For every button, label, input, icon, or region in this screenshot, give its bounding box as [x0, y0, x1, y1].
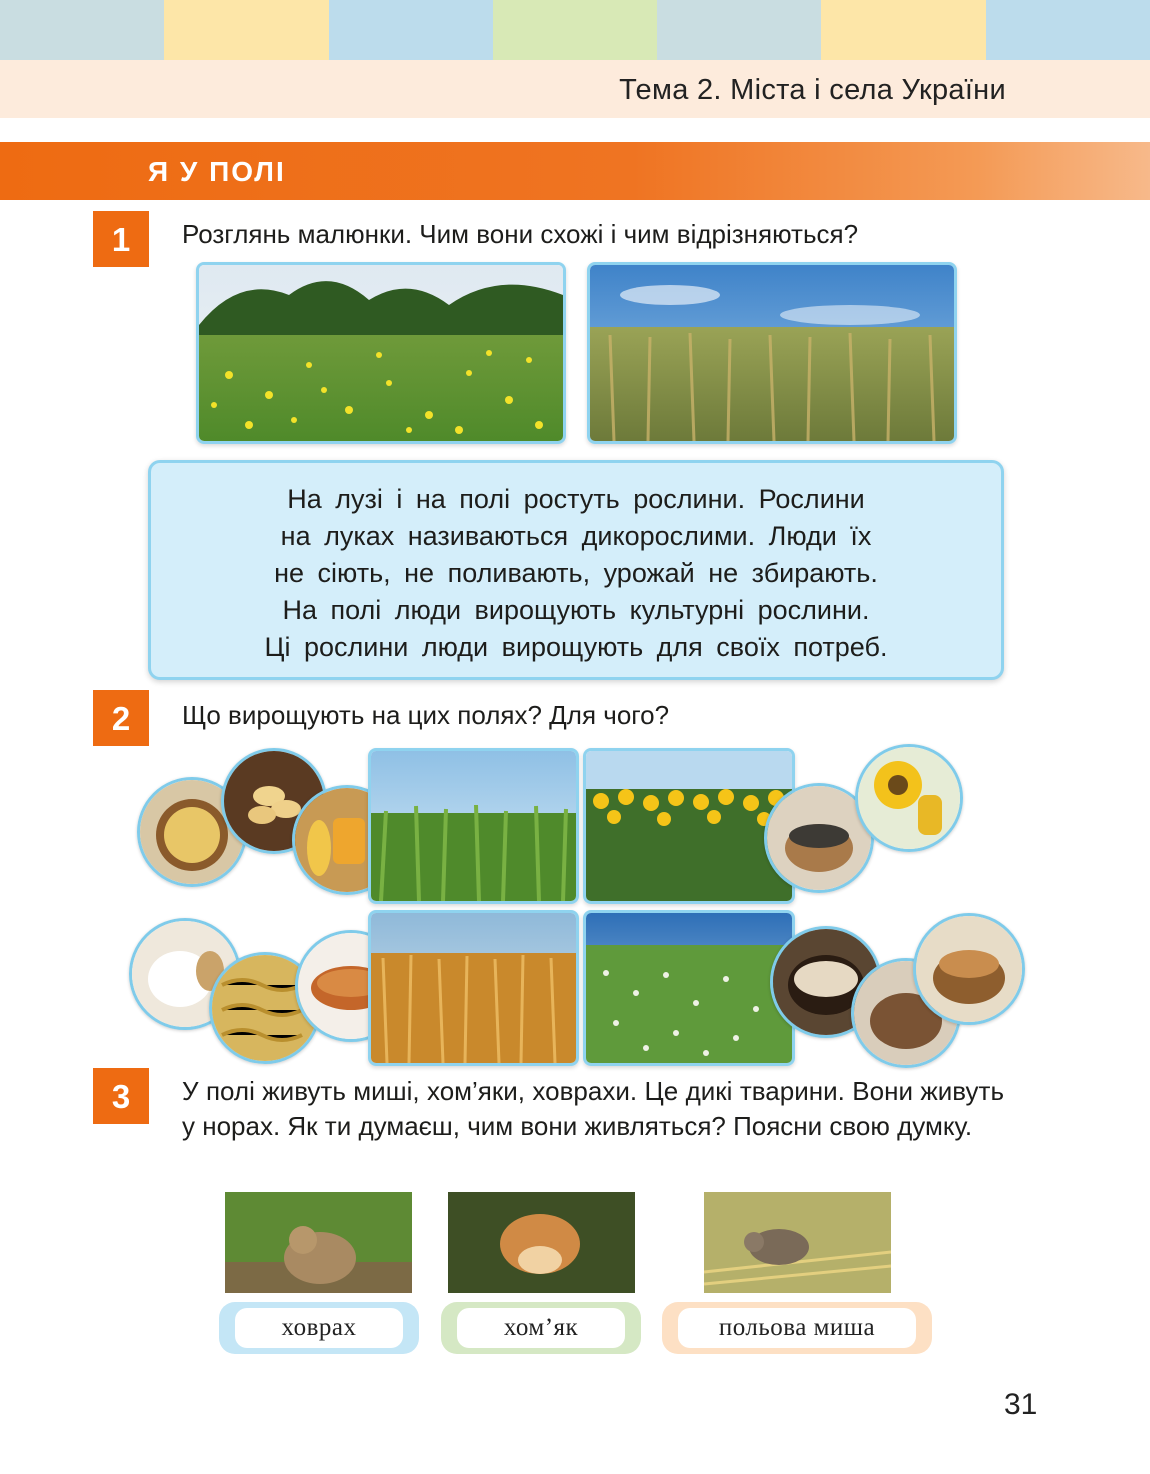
buckwheat-field-photo: [583, 910, 795, 1066]
lesson-title: Я У ПОЛІ: [148, 156, 286, 187]
stripe-1: [0, 0, 164, 60]
corn-field-photo: [368, 748, 579, 904]
label-hamster-text: хом’як: [457, 1308, 625, 1348]
hamster-photo: [448, 1192, 635, 1293]
info-line-2: на луках називаються дикорослими. Люди їх: [280, 521, 872, 551]
page-number: 31: [1004, 1388, 1038, 1421]
task-1-text: Розглянь малюнки. Чим вони схожі і чим відрізняються?: [182, 219, 859, 249]
stripe-7: [986, 0, 1150, 60]
buckwheat-bowl-circle: [913, 913, 1025, 1025]
label-hamster: [441, 1302, 641, 1354]
task-1-number: 1: [93, 211, 149, 267]
wheat-field-2-photo: [368, 910, 579, 1066]
info-line-4: На полі люди вирощують культурні рослини.: [282, 595, 870, 625]
wheat-field-photo: [587, 262, 957, 444]
task-2-number: 2: [93, 690, 149, 746]
label-field-mouse: [662, 1302, 932, 1354]
info-line-1: На лузі і на полі ростуть рослини. Рослини: [287, 484, 865, 514]
topic-title: Тема 2. Міста і села України: [619, 74, 1006, 106]
field-mouse-photo: [704, 1192, 891, 1293]
stripe-3: [329, 0, 493, 60]
label-field-mouse-text: польова миша: [678, 1308, 916, 1348]
gopher-photo: [225, 1192, 412, 1293]
info-line-5: Ці рослини люди вирощують для своїх потреб.: [264, 632, 888, 662]
header-color-stripes: [0, 0, 1150, 60]
stripe-4: [493, 0, 657, 60]
sunflower-field-photo: [583, 748, 795, 904]
label-gopher-text: ховрах: [235, 1308, 403, 1348]
info-line-3: не сіють, не поливають, урожай не збирають.: [274, 558, 878, 588]
info-box: [148, 460, 1004, 680]
stripe-2: [164, 0, 328, 60]
task-2-text: Що вирощують на цих полях? Для чого?: [182, 700, 670, 730]
meadow-photo: [196, 262, 566, 444]
stripe-6: [821, 0, 985, 60]
task-3-number: 3: [93, 1068, 149, 1124]
task-3-text: У полі живуть миші, хом’яки, ховрахи. Це дикі тварини. Вони живуть у норах. Як ти думаєш, чим вони живляться? Поясни свою думку.: [182, 1076, 1004, 1141]
stripe-5: [657, 0, 821, 60]
sunflower-oil-circle: [855, 744, 963, 852]
label-gopher: [219, 1302, 419, 1354]
